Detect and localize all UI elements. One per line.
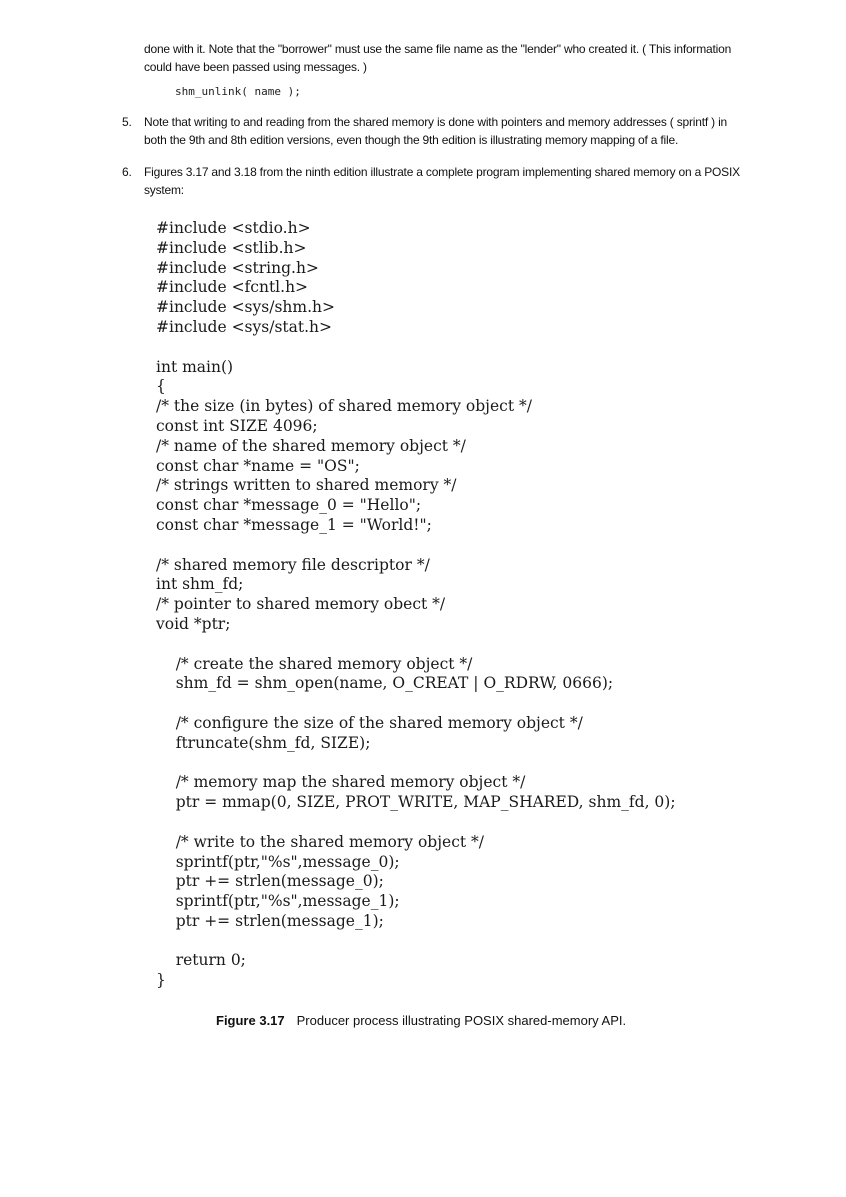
code-line	[156, 813, 676, 833]
list-item-text: Figures 3.17 and 3.18 from the ninth edition illustrate a complete program implementing shared memory on a POSIX system:	[144, 165, 740, 197]
code-line	[156, 635, 676, 655]
code-line	[156, 754, 676, 774]
code-line: /* strings written to shared memory */	[156, 476, 457, 495]
code-line: void *ptr;	[156, 614, 231, 633]
code-listing	[156, 219, 676, 991]
code-line: #include <string.h>	[156, 258, 319, 277]
intro-paragraph: done with it. Note that the "borrower" must use the same file name as the "lender" who created it. ( This information could have been passed using messages. )	[144, 42, 732, 74]
code-line: #include <fcntl.h>	[156, 278, 309, 297]
code-line: /* shared memory file descriptor */	[156, 555, 430, 574]
code-line: /* name of the shared memory object */	[156, 436, 466, 455]
list-item-number: 6.	[122, 165, 132, 179]
code-line: const char *message_1 = "World!";	[156, 515, 432, 534]
code-line: /* the size (in bytes) of shared memory object */	[156, 397, 532, 416]
code-line	[156, 932, 676, 952]
code-line: shm_fd = shm_open(name, O_CREAT | O_RDRW, 0666);	[156, 674, 614, 693]
inline-code-snippet: shm_unlink( name );	[175, 85, 301, 98]
code-line: #include <sys/shm.h>	[156, 298, 335, 317]
code-line: sprintf(ptr,"%s",message_1);	[156, 892, 400, 911]
code-line: ptr += strlen(message_1);	[156, 911, 384, 930]
code-line: const char *name = "OS";	[156, 456, 360, 475]
code-line: const char *message_0 = "Hello";	[156, 496, 422, 515]
code-line: }	[156, 971, 166, 990]
code-line	[156, 338, 676, 358]
code-line	[156, 694, 676, 714]
list-item-number: 5.	[122, 115, 132, 129]
code-line: return 0;	[156, 951, 246, 970]
code-line: /* pointer to shared memory obect */	[156, 595, 446, 614]
code-line: int shm_fd;	[156, 575, 244, 594]
code-line: {	[156, 377, 166, 396]
list-item-text: Note that writing to and reading from the shared memory is done with pointers and memory addresses ( sprintf ) in both the 9th and 8th edition versions, even though the 9th edition is illustrating memory mapping of a file.	[144, 115, 728, 147]
code-line: /* configure the size of the shared memory object */	[156, 713, 583, 732]
figure-caption-text: Producer process illustrating POSIX shared-memory API.	[296, 1013, 627, 1028]
code-line: sprintf(ptr,"%s",message_0);	[156, 852, 400, 871]
code-line: ftruncate(shm_fd, SIZE);	[156, 733, 371, 752]
code-line: ptr = mmap(0, SIZE, PROT_WRITE, MAP_SHARED, shm_fd, 0);	[156, 793, 676, 812]
figure-label: Figure 3.17	[216, 1013, 285, 1028]
code-line: /* write to the shared memory object */	[156, 832, 485, 851]
figure-caption	[216, 1013, 626, 1028]
code-line: /* memory map the shared memory object */	[156, 773, 526, 792]
code-line: const int SIZE 4096;	[156, 416, 318, 435]
code-line: int main()	[156, 357, 234, 376]
code-line: #include <sys/stat.h>	[156, 317, 332, 336]
code-line: #include <stlib.h>	[156, 238, 307, 257]
code-line: #include <stdio.h>	[156, 219, 311, 237]
code-line: ptr += strlen(message_0);	[156, 872, 384, 891]
code-line	[156, 536, 676, 556]
code-line: /* create the shared memory object */	[156, 654, 473, 673]
